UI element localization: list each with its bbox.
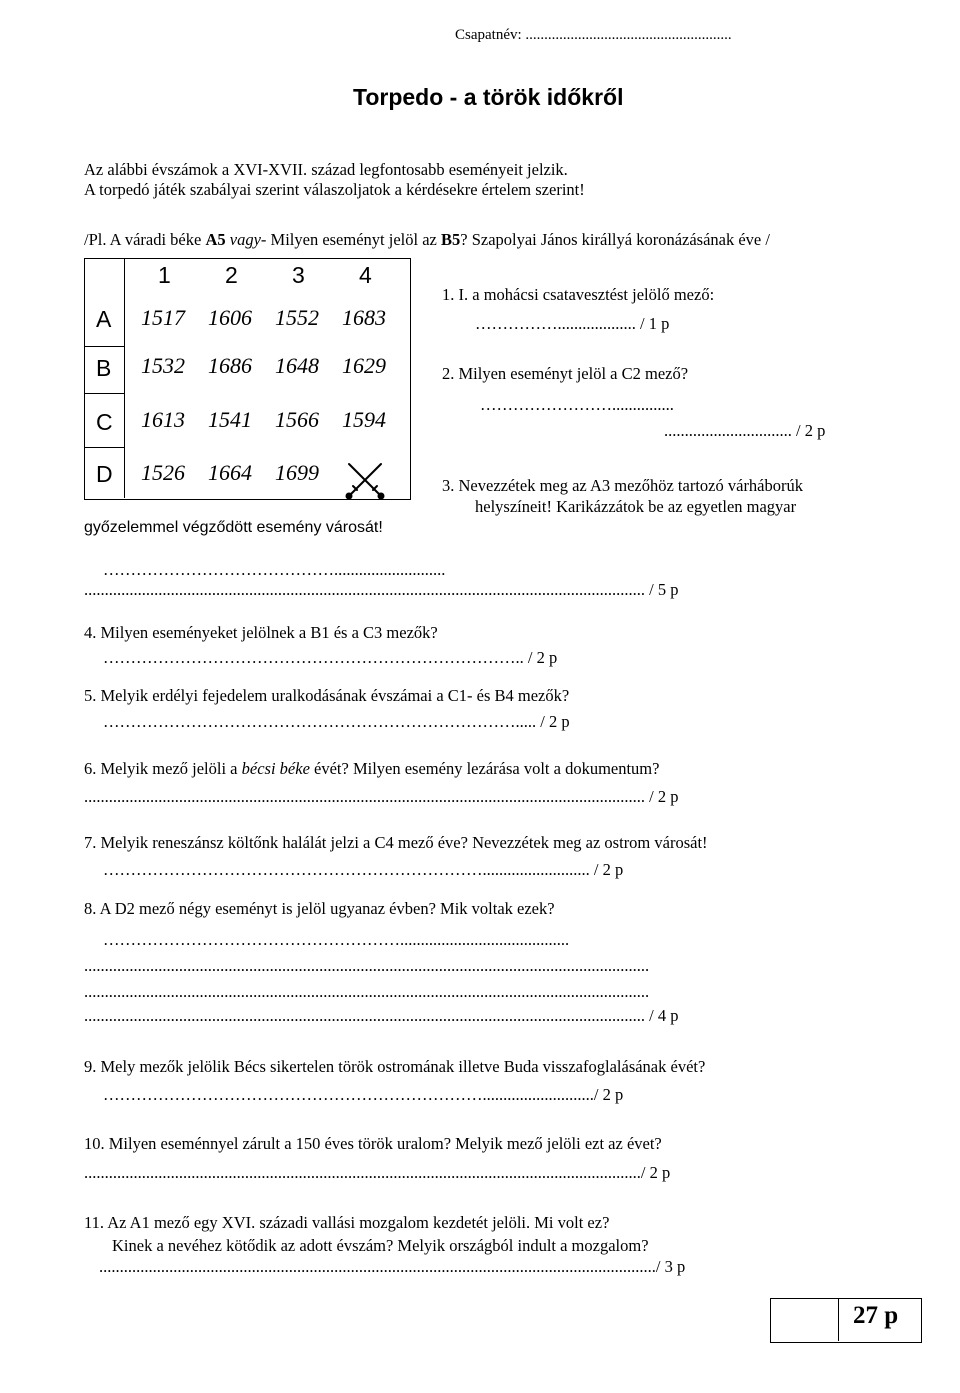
q7-text: 7. Melyik reneszánsz költőnk halálát jelzi a C4 mező éve? Nevezzétek meg az ostrom városát! bbox=[84, 833, 708, 852]
grid-divider bbox=[84, 447, 124, 448]
q10-text: 10. Milyen eseménnyel zárult a 150 éves török uralom? Melyik mező jelöli ezt az évet? bbox=[84, 1134, 662, 1153]
q6-part2: évét? Milyen esemény lezárása volt a dokumentum? bbox=[309, 759, 660, 778]
total-points: 27 p bbox=[853, 1302, 899, 1329]
row-label-a: A bbox=[96, 306, 112, 332]
q3-line-2: helyszíneit! Karikázzátok be az egyetlen magyar bbox=[475, 497, 797, 516]
q4-answer-line[interactable]: ………………………………………………………………….. / 2 p bbox=[103, 648, 558, 667]
cell-c3: 1566 bbox=[275, 407, 319, 432]
q8-answer-line-4[interactable]: ........................................................................................................................................ / 4 p bbox=[84, 1006, 679, 1025]
q8-text: 8. A D2 mező négy eseményt is jelöl ugyanaz évben? Mik voltak ezek? bbox=[84, 899, 555, 918]
grid-divider bbox=[124, 258, 125, 498]
row-label-b: B bbox=[96, 355, 112, 381]
cell-d3: 1699 bbox=[275, 460, 319, 485]
intro-line-2: A torpedó játék szabályai szerint válaszoljatok a kérdésekre értelem szerint! bbox=[84, 180, 585, 199]
example-part3: - Milyen eseményt jelöl az bbox=[260, 230, 441, 249]
example-part4: ? Szapolyai János királlyá koronázásának éve / bbox=[460, 230, 770, 249]
q6-text bbox=[84, 759, 659, 779]
example-line bbox=[84, 230, 770, 250]
q4-text: 4. Milyen eseményeket jelölnek a B1 és a C3 mezők? bbox=[84, 623, 438, 642]
q2-answer-line-2[interactable]: ............................... / 2 p bbox=[664, 421, 826, 440]
q11-line-1: 11. Az A1 mező egy XVI. századi vallási mozgalom kezdetét jelöli. Mi volt ez? bbox=[84, 1213, 610, 1232]
q8-answer-line-2[interactable]: ......................................................................................................................................... bbox=[84, 956, 650, 975]
q8-answer-line-3[interactable]: ......................................................................................................................................... bbox=[84, 982, 650, 1001]
example-a5: A5 bbox=[205, 230, 226, 249]
cell-b4: 1629 bbox=[342, 353, 386, 378]
page-title: Torpedo - a török időkről bbox=[353, 84, 624, 110]
col-header-4: 4 bbox=[359, 262, 372, 288]
cell-b3: 1648 bbox=[275, 353, 319, 378]
q9-answer-line[interactable]: …………………………………………………………….........................../ 2 p bbox=[103, 1085, 624, 1104]
intro-line-1: Az alábbi évszámok a XVI-XVII. század legfontosabb eseményeit jelzik. bbox=[84, 160, 568, 179]
q6-answer-line[interactable]: ........................................................................................................................................ / 2 p bbox=[84, 787, 679, 806]
q2-text: 2. Milyen eseményt jelöl a C2 mező? bbox=[442, 364, 689, 383]
team-name-label[interactable]: Csapatnév: ....................................................... bbox=[455, 27, 732, 43]
q5-answer-line[interactable]: …………………………………………………………………..... / 2 p bbox=[103, 712, 570, 731]
row-label-d: D bbox=[96, 461, 113, 487]
q11-line-2: Kinek a nevéhez kötődik az adott évszám? Melyik országból indult a mozgalom? bbox=[112, 1236, 649, 1255]
cell-c2: 1541 bbox=[208, 407, 252, 432]
cell-a4: 1683 bbox=[342, 305, 386, 330]
cell-d1: 1526 bbox=[141, 460, 185, 485]
q8-answer-line-1[interactable]: ………………………………………………......................................... bbox=[103, 930, 570, 949]
q1-text: 1. I. a mohácsi csatavesztést jelölő mező: bbox=[442, 285, 715, 304]
q5-text: 5. Melyik erdélyi fejedelem uralkodásának évszámai a C1- és B4 mezők? bbox=[84, 686, 570, 705]
row-label-c: C bbox=[96, 409, 113, 435]
cell-a1: 1517 bbox=[141, 305, 185, 330]
q3-answer-line-1[interactable]: ……………………………………........................... bbox=[103, 560, 446, 579]
grid-divider bbox=[84, 346, 124, 347]
q7-answer-line[interactable]: …………………………………………………………….......................... / 2 p bbox=[103, 860, 624, 879]
q6-part1: 6. Melyik mező jelöli a bbox=[84, 759, 242, 778]
q2-answer-line-1[interactable]: ……………………............... bbox=[480, 395, 674, 414]
grid-divider bbox=[84, 393, 124, 394]
q11-answer-line[interactable]: ......................................................................................................................................./ 3 p bbox=[99, 1257, 686, 1276]
cell-b2: 1686 bbox=[208, 353, 252, 378]
q3-left-tail: győzelemmel végződött esemény városát! bbox=[84, 519, 383, 536]
q9-text: 9. Mely mezők jelölik Bécs sikertelen török ostromának illetve Buda visszafoglalásának évét? bbox=[84, 1057, 706, 1076]
cell-a3: 1552 bbox=[275, 305, 319, 330]
example-b5: B5 bbox=[440, 230, 461, 249]
cell-c1: 1613 bbox=[141, 407, 185, 432]
q3-line-1: 3. Nevezzétek meg az A3 mezőhöz tartozó várháborúk bbox=[442, 476, 804, 495]
col-header-3: 3 bbox=[292, 262, 305, 288]
example-part2: vagy bbox=[225, 230, 261, 249]
col-header-1: 1 bbox=[158, 262, 171, 288]
q6-italic: bécsi béke bbox=[241, 759, 310, 778]
cell-d2: 1664 bbox=[208, 460, 252, 485]
cell-b1: 1532 bbox=[141, 353, 185, 378]
cell-c4: 1594 bbox=[342, 407, 386, 432]
crossed-swords-icon bbox=[344, 459, 386, 506]
q10-answer-line[interactable]: ......................................................................................................................................./ 2 p bbox=[84, 1163, 671, 1182]
col-header-2: 2 bbox=[225, 262, 238, 288]
q3-answer-line-2[interactable]: ........................................................................................................................................ / 5 p bbox=[84, 580, 679, 599]
cell-a2: 1606 bbox=[208, 305, 252, 330]
q1-answer-line[interactable]: ……………................... / 1 p bbox=[475, 314, 670, 333]
example-part1: /Pl. A váradi béke bbox=[84, 230, 206, 249]
